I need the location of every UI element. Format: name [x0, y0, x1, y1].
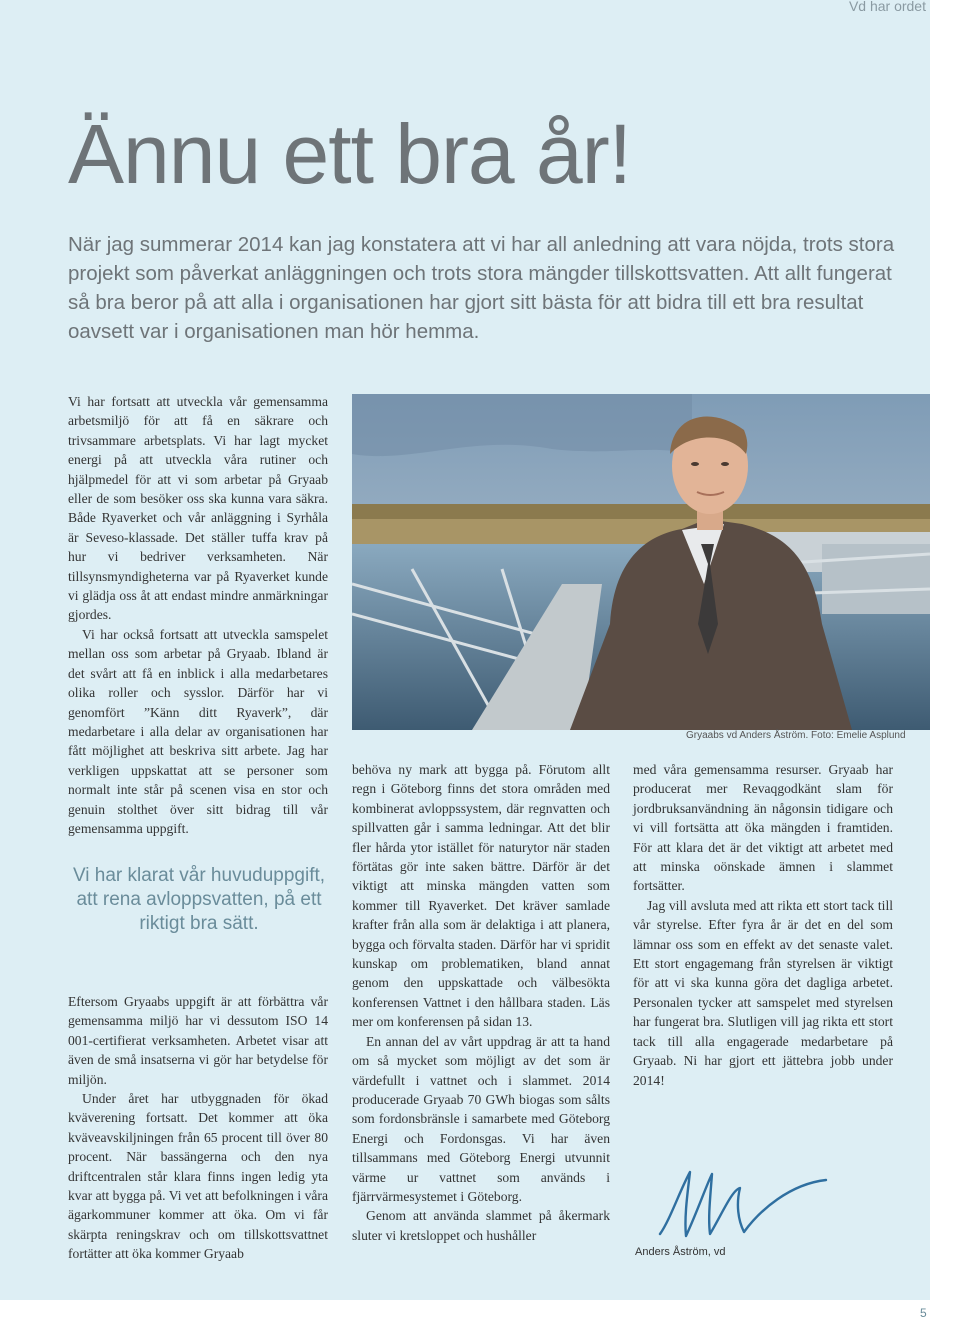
paragraph: Jag vill avsluta med att rikta ett stort tack till vår styrelse. Efter fyra år är det en del som lämnar oss som en effekt av det senaste valet. Ett stort engagemang från styrelsen är viktigt för att vi ska kunna göra det dagliga arbetet. Personalen tycker att samspelet med styrelsen har fungerat bra. Slutligen vill jag rikta ett stort tack till alla engagerade medarbetare på Gryaab. Ni har gjort ett jättebra jobb under 2014! — [633, 897, 893, 1088]
body-column-1 — [68, 392, 328, 838]
signature-name: Anders Åström, vd — [635, 1246, 726, 1258]
page-title: Ännu ett bra år! — [68, 107, 632, 201]
portrait-photo — [352, 394, 930, 730]
paragraph: behöva ny mark att bygga på. Förutom allt regn i Göteborg finns det stora områden med kombinerat avloppssystem, där regnvatten och spillvatten går i samma ledningar. Att det blir fler hårda ytor istället för naturytor när staden förtätas gör inte saken bättre. Därför är det viktigt att minska mängden vatten som kommer till Ryaverket. Det kräver samlade krafter från alla som är delaktiga i att planera, bygga och förvalta staden. Därför har vi spridit kunskap om problematiken, bland annat genom den uppskattade och välbesökta konferensen Vattnet i den hållbara staden. Läs mer om konferensen på sidan 13. — [352, 762, 610, 1030]
body-column-2 — [352, 760, 610, 1245]
paragraph: Vi har fortsatt att utveckla vår gemensamma arbetsmiljö för att få en säkrare och trivsammare arbetsplats. Vi har lagt mycket energi på att utveckla våra rutiner och hjälpmedel för att vi som arbetar på Gryaab eller de som besöker oss ska kunna vara säkra. Både Ryaverket och vår anläggning i Syrhåla är Seveso-klassade. Det ställer tuffa krav på hur vi bedriver verksamheten. När tillsynsmyndigheterna var på Ryaverket kunde vi glädja oss åt att endast mindre anmärkningar gjordes. — [68, 394, 328, 623]
page-number: 5 — [920, 1306, 927, 1320]
body-column-3 — [633, 760, 893, 1090]
section-label: Vd har ordet — [848, 0, 926, 14]
photo-caption: Gryaabs vd Anders Åström. Foto: Emelie Asplund — [686, 730, 906, 741]
portrait-photo-illustration — [352, 394, 930, 730]
intro-paragraph: När jag summerar 2014 kan jag konstatera att vi har all anledning att vara nöjda, trots stora projekt som påverkat anläggningen och trots stora mängder tillskottsvatten. Att allt fungerat så bra beror på att alla i organisationen har gjort sitt bästa för att bidra till ett bra resultat oavsett var i organisationen man hör hemma. — [68, 233, 895, 343]
pull-quote: Vi har klarat vår huvuduppgift, att rena avloppsvatten, på ett riktigt bra sätt. — [72, 865, 326, 934]
body-column-1-continued — [68, 992, 328, 1264]
paragraph: En annan del av vårt uppdrag är att ta hand om så mycket som möjligt av det som är värdefullt i vattnet och i slammet. 2014 producerade Gryaab 70 GWh biogas som sålts som fordonsbränsle i samarbete med Göteborg Energi och Fordonsgas. Vi har även tillsammans med Göteborg Energi utvunnit värme ur vattnet som används i fjärrvärmesystemet i Göteborg. — [352, 1033, 610, 1204]
paragraph: Genom att använda slammet på åkermark sluter vi kretsloppet och hushåller — [352, 1208, 610, 1243]
paragraph: Eftersom Gryaabs uppgift är att förbättra vår gemensamma miljö har vi dessutom ISO 14 001-certifierat verksamheten. Arbetet visar att även de små insatserna vi gör har betydelse för miljön. — [68, 994, 328, 1087]
paragraph: Vi har också fortsatt att utveckla samspelet mellan oss som arbetar på Gryaab. Ibland är det svårt att få en inblick i alla medarbetares olika roller och sysslor. Därför har vi genomfört ”Känn ditt Ryaverk”, där medarbetare i alla delar av organisationen har fått möjlighet att beskriva sitt arbete. Jag har verkligen uppskattat att se personer som normalt inte står på scenen visa en stor och genuin stolthet över sitt bidrag till vår gemensamma uppgift. — [68, 626, 328, 836]
paragraph: Under året har utbyggnaden för ökad kväverening fortsatt. Det kommer att öka kväveavskiljningen från 65 procent till över 80 procent. När bassängerna och den nya driftcentralen står klara finns ingen ledig yta kvar att bygga på. Vi vet att befolkningen i våra ägarkommuner kommer att öka. Om vi får skärpta reningskrav och om tillskottsvattnet fortätter att öka kommer Gryaab — [68, 1091, 328, 1262]
paragraph: med våra gemensamma resurser. Gryaab har producerat mer Revaqgodkänt slam för jordbruksanvändning än någonsin tidigare och vi vill fortsätta att öka mängden i framtiden. För att klara det är det viktigt att arbetet med att minska oönskade ämnen i slammet fortsätter. — [633, 762, 893, 894]
signature-icon — [640, 1160, 840, 1240]
